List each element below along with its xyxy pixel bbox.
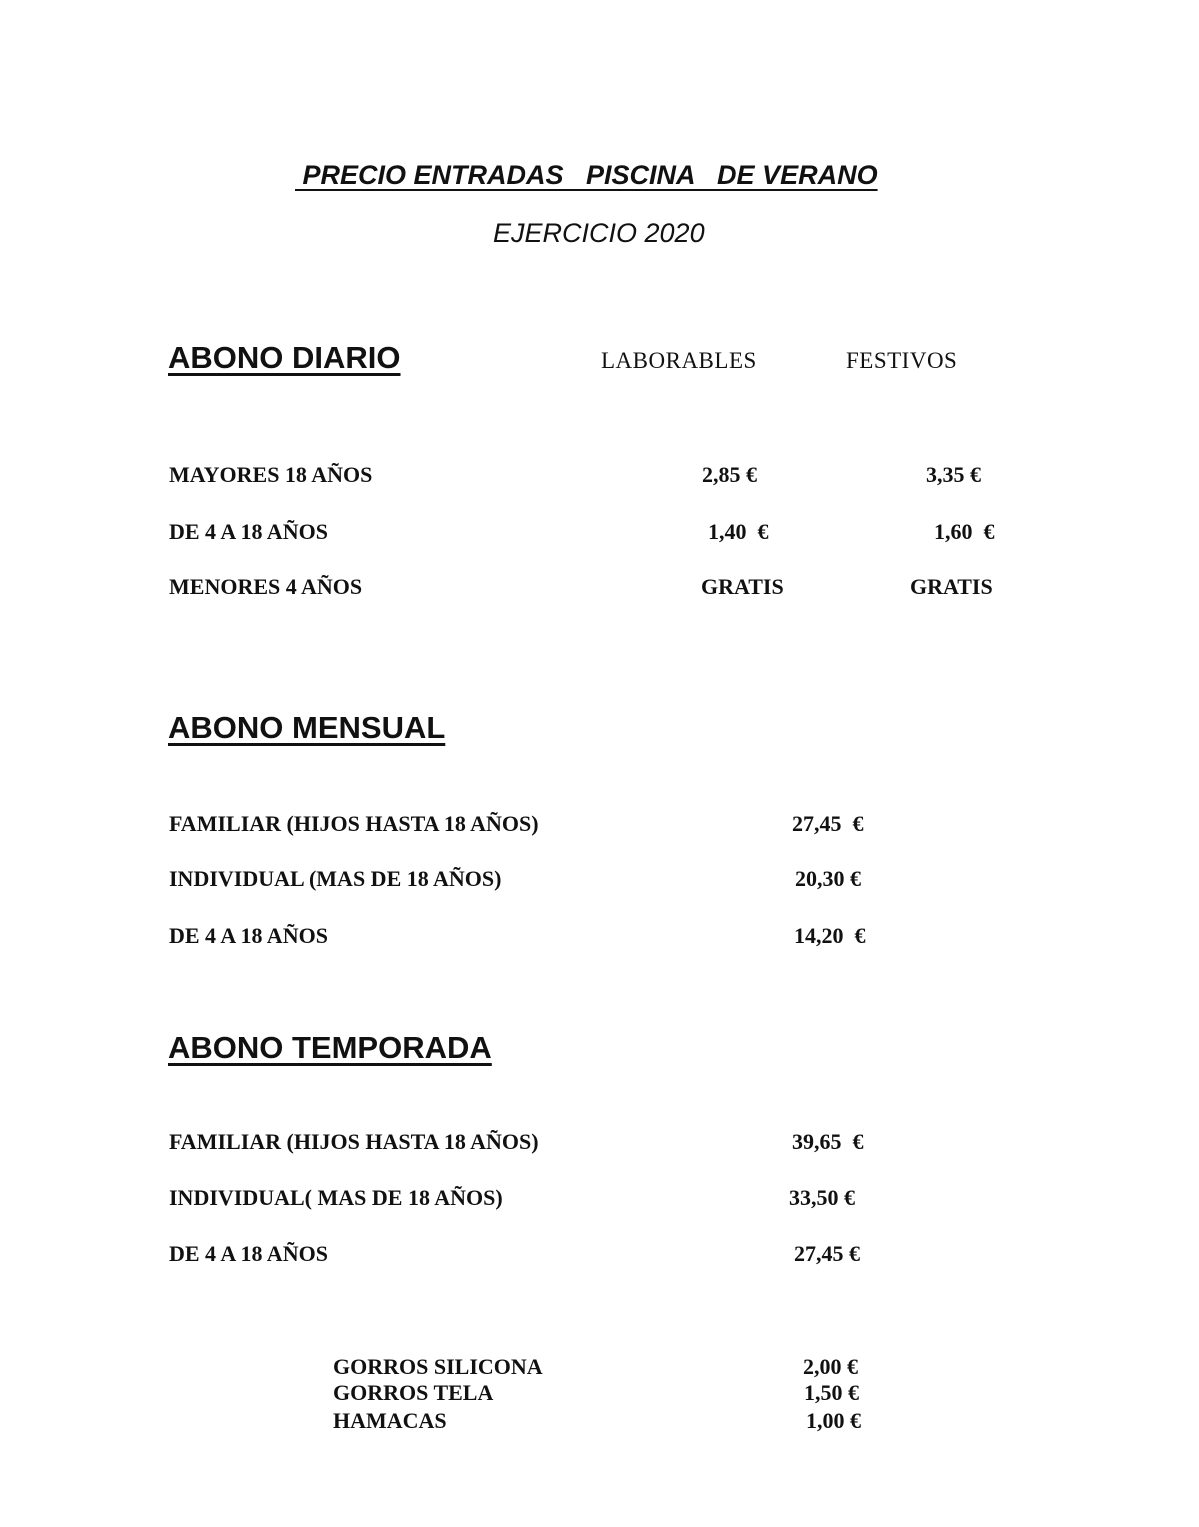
temporada-row-label: FAMILIAR (HIJOS HASTA 18 AÑOS) (169, 1129, 539, 1154)
diario-row-festivos: 3,35 € (926, 462, 981, 487)
page-subtitle: EJERCICIO 2020 (493, 218, 705, 248)
diario-row-label: MAYORES 18 AÑOS (169, 462, 373, 487)
section-heading-abono-diario: ABONO DIARIO (168, 340, 401, 375)
extra-item-label: GORROS TELA (333, 1380, 494, 1405)
column-header-laborables: LABORABLES (601, 348, 757, 373)
section-heading-abono-mensual: ABONO MENSUAL (168, 710, 446, 745)
extra-item-price: 2,00 € (803, 1354, 858, 1379)
page-title: PRECIO ENTRADAS PISCINA DE VERANO (295, 160, 878, 190)
extra-item-price: 1,00 € (806, 1408, 861, 1433)
section-heading-abono-temporada: ABONO TEMPORADA (168, 1030, 492, 1065)
extra-item-price: 1,50 € (804, 1380, 859, 1405)
mensual-row-label: INDIVIDUAL (MAS DE 18 AÑOS) (169, 866, 502, 891)
mensual-row-label: FAMILIAR (HIJOS HASTA 18 AÑOS) (169, 811, 539, 836)
column-header-festivos: FESTIVOS (846, 348, 958, 373)
diario-row-festivos: GRATIS (910, 574, 993, 599)
extra-item-label: HAMACAS (333, 1408, 447, 1433)
temporada-row-label: INDIVIDUAL( MAS DE 18 AÑOS) (169, 1185, 503, 1210)
temporada-row-label: DE 4 A 18 AÑOS (169, 1241, 328, 1266)
temporada-row-price: 27,45 € (794, 1241, 860, 1266)
diario-row-laborables: GRATIS (701, 574, 784, 599)
temporada-row-price: 39,65 € (792, 1129, 864, 1154)
mensual-row-label: DE 4 A 18 AÑOS (169, 923, 328, 948)
mensual-row-price: 27,45 € (792, 811, 864, 836)
mensual-row-price: 20,30 € (795, 866, 861, 891)
diario-row-laborables: 2,85 € (702, 462, 757, 487)
mensual-row-price: 14,20 € (794, 923, 866, 948)
diario-row-label: DE 4 A 18 AÑOS (169, 519, 328, 544)
temporada-row-price: 33,50 € (789, 1185, 855, 1210)
diario-row-festivos: 1,60 € (934, 519, 995, 544)
extra-item-label: GORROS SILICONA (333, 1354, 543, 1379)
diario-row-label: MENORES 4 AÑOS (169, 574, 363, 599)
diario-row-laborables: 1,40 € (708, 519, 769, 544)
